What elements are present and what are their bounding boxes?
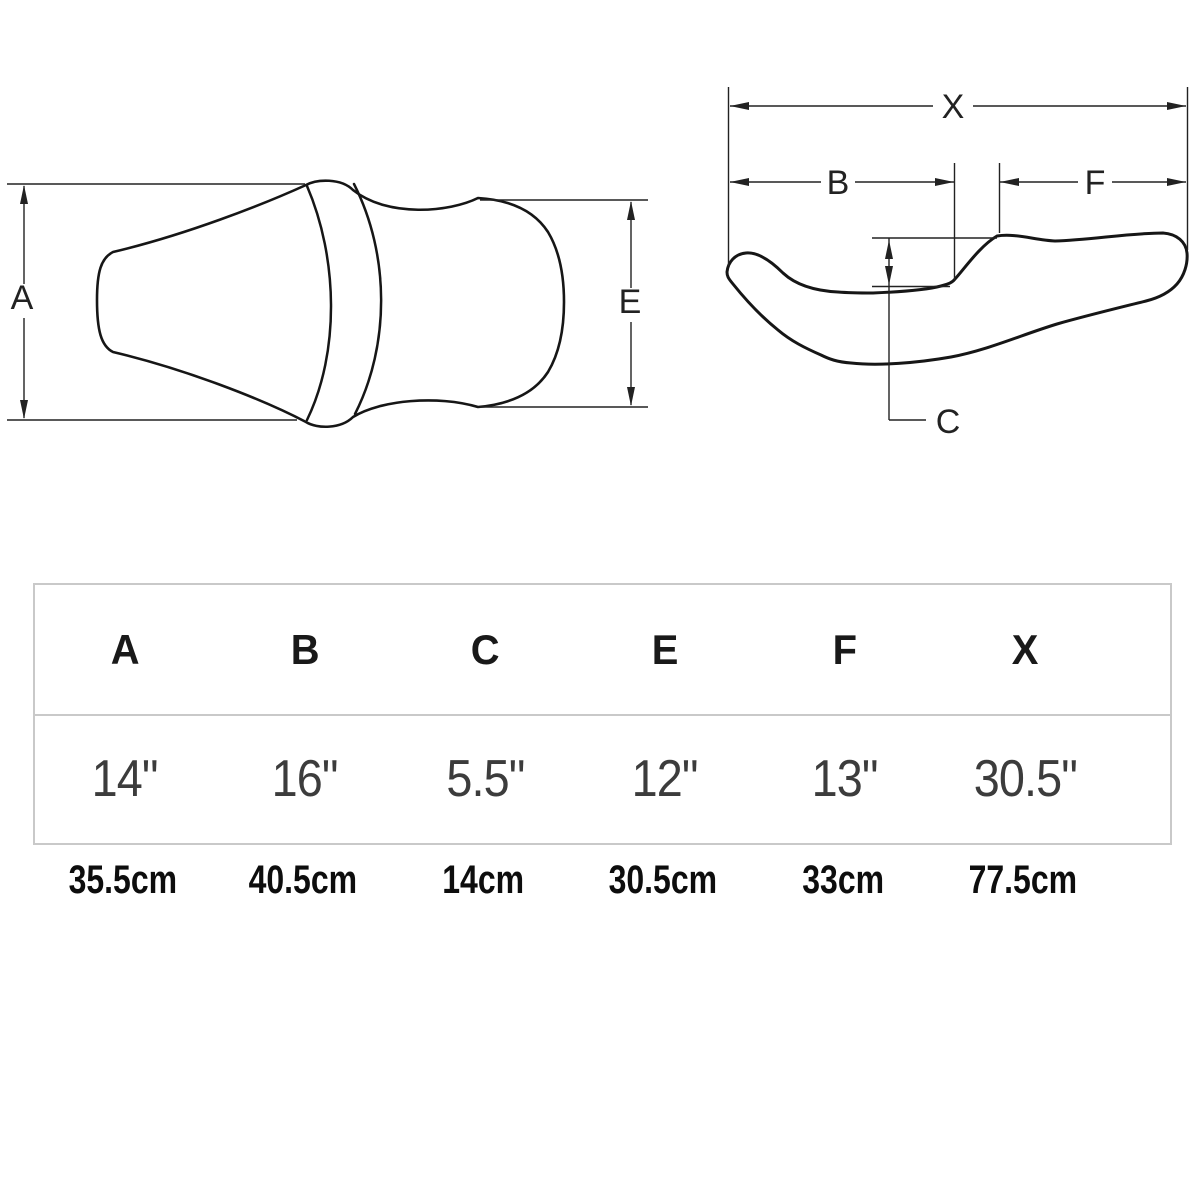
arrowhead-down-icon (885, 266, 893, 285)
inch-value: 12" (632, 749, 698, 808)
table-value-cm-e (573, 849, 753, 911)
table-value-inches-e (575, 716, 755, 841)
arrowhead-up-icon (885, 240, 893, 259)
arrowhead-right-icon (1167, 102, 1186, 110)
inch-value: 5.5" (445, 749, 525, 808)
cm-value: 35.5cm (68, 857, 178, 902)
header-label: A (110, 625, 140, 673)
table-value-cm-c (393, 849, 573, 911)
table-value-inches-f (755, 716, 935, 841)
arrowhead-down-icon (627, 387, 635, 406)
cm-value: 33cm (802, 857, 884, 902)
arrowhead-up-icon (627, 201, 635, 220)
header-label: F (832, 625, 858, 673)
header-label: C (470, 625, 500, 673)
dimension-a (7, 184, 305, 420)
arrowhead-down-icon (20, 400, 28, 419)
dimension-a-label: A (10, 279, 34, 317)
table-header-a (35, 585, 215, 714)
table-centimeters-row (33, 849, 1168, 911)
cm-value: 40.5cm (248, 857, 358, 902)
table-header-c (395, 585, 575, 714)
dimension-b (730, 163, 955, 280)
table-header-f (755, 585, 935, 714)
side-view-drawing (727, 87, 1188, 441)
technical-drawings (0, 0, 1200, 480)
dimension-x (729, 87, 1188, 266)
table-value-cm-a (33, 849, 213, 911)
table-value-cm-b (213, 849, 393, 911)
dimension-f-label: F (1084, 164, 1106, 202)
table-header-b (215, 585, 395, 714)
inch-value: 16" (272, 749, 338, 808)
cm-value: 30.5cm (608, 857, 718, 902)
dimension-f (1000, 163, 1187, 233)
table-value-cm-f (753, 849, 933, 911)
arrowhead-right-icon (935, 178, 954, 186)
table-value-inches-x (935, 716, 1115, 841)
dimension-c (872, 238, 997, 441)
inch-value: 14" (92, 749, 158, 808)
table-value-cm-x (933, 849, 1113, 911)
seat-side-outline (727, 233, 1187, 364)
cm-value: 14cm (442, 857, 524, 902)
table-header-x (935, 585, 1115, 714)
header-label: E (651, 625, 679, 673)
seat-band-front-arc (307, 186, 331, 420)
table-value-inches-c (395, 716, 575, 841)
cm-value: 77.5cm (968, 857, 1078, 902)
arrowhead-left-icon (1000, 178, 1019, 186)
seat-band-rear-arc (354, 184, 381, 414)
dimension-e-label: E (618, 283, 642, 321)
arrowhead-up-icon (20, 185, 28, 204)
dimension-b-label: B (826, 164, 850, 202)
header-label: B (290, 625, 320, 673)
arrowhead-right-icon (1167, 178, 1186, 186)
table-header-e (575, 585, 755, 714)
top-view-drawing (7, 181, 648, 427)
arrowhead-left-icon (730, 178, 749, 186)
dimension-x-label: X (941, 88, 965, 126)
inch-value: 13" (812, 749, 878, 808)
table-value-inches-a (35, 716, 215, 841)
dimension-c-label: C (935, 403, 961, 441)
table-header-row (35, 585, 1170, 716)
inch-value: 30.5" (973, 749, 1077, 808)
table-value-inches-b (215, 716, 395, 841)
header-label: X (1011, 625, 1039, 673)
table-inches-row (35, 716, 1170, 841)
arrowhead-left-icon (730, 102, 749, 110)
dimension-table (33, 583, 1172, 845)
